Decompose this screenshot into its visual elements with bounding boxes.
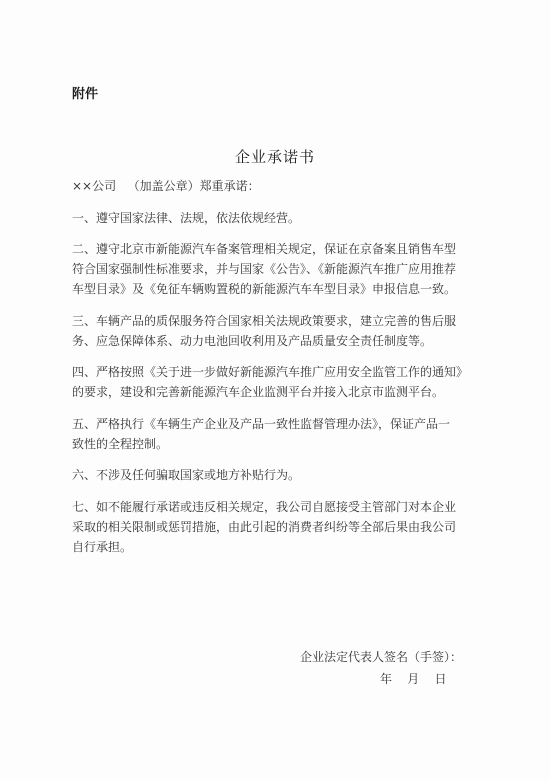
commitment-line: 二、遵守北京市新能源汽车备案管理相关规定，保证在京备案且销售车型 (72, 242, 457, 256)
stamp-note: （加盖公章） (127, 179, 200, 193)
company-name: ××公司 (72, 179, 117, 193)
commitment-line: 一、遵守国家法律、法规，依法依规经营。 (72, 210, 301, 225)
commitment-line: 六、不涉及任何骗取国家或地方补贴行为。 (72, 468, 301, 482)
document-body (72, 176, 492, 568)
commitment-line: 符合国家强制性标准要求，并与国家《公告》、《新能源汽车推广应用推荐 (72, 262, 457, 276)
commitment-line: 车型目录》及《免征车辆购置税的新能源汽车车型目录》申报信息一致。 (72, 282, 457, 296)
commitment-line: 务、应急保障体系、动力电池回收利用及产品质量安全责任制度等。 (72, 333, 433, 348)
commitment-item (72, 208, 492, 228)
commitment-item (72, 497, 492, 557)
signature-date: 年 月 日 (380, 672, 447, 686)
commitment-line: 四、严格按照《关于进一步做好新能源汽车推广应用安全监管工作的通知》 (72, 365, 469, 379)
commitment-line: 五、严格执行《车辆生产企业及产品一致性监督管理办法》，保证产品一 (72, 416, 451, 431)
commitment-item (72, 311, 492, 351)
commitment-line: 采取的相关限制或惩罚措施，由此引起的消费者纠纷等全部后果由我公司 (72, 519, 457, 534)
opening-line (72, 176, 492, 196)
commitment-list (72, 208, 492, 557)
commitment-item (72, 465, 492, 485)
commitment-item (72, 362, 492, 402)
commitment-line: 三、车辆产品的质保服务符合国家相关法规政策要求，建立完善的售后服 (72, 313, 457, 328)
attachment-label: 附件 (72, 87, 99, 102)
commitment-line: 自行承担。 (72, 539, 133, 554)
commitment-line: 七、如不能履行承诺或违反相关规定，我公司自愿接受主管部门对本企业 (72, 499, 457, 514)
document-title: 企业承诺书 (234, 148, 315, 166)
commitment-item (72, 414, 492, 454)
commitment-line: 致性的全程控制。 (72, 436, 169, 451)
signature-label: 企业法定代表人签名（手签）： (300, 650, 463, 664)
commitment-line: 的要求，建设和完善新能源汽车企业监测平台并接入北京市监测平台。 (72, 385, 445, 399)
commitment-item (72, 239, 492, 299)
pledge-text: 郑重承诺： (199, 179, 260, 193)
